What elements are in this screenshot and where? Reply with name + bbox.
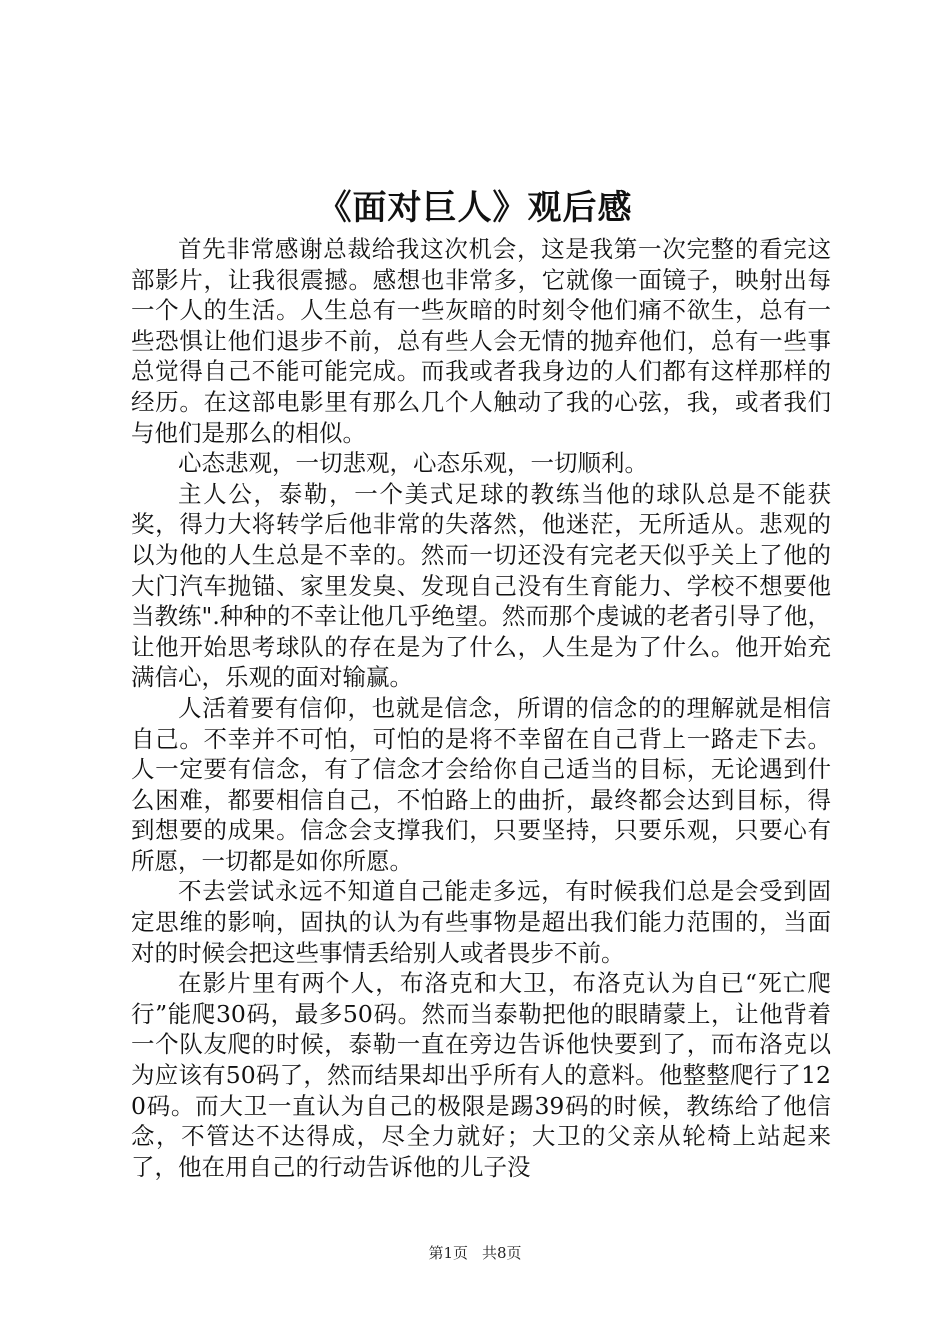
document-title: 《面对巨人》观后感 — [317, 188, 633, 228]
paragraph: 在影片里有两个人，布洛克和大卫，布洛克认为自已“死亡爬行”能爬30码，最多50码。然而当泰勒把他的眼睛蒙上，让他背着一个队友爬的时候，泰勒一直在旁边告诉他快要到了，而布洛克以为应该有50码了，然而结果却出乎所有人的意料。他整整爬行了120码。而大卫一直认为自己的极限是踢39码的时候，教练给了他信念，不管达不达得成，尽全力就好；大卫的父亲从轮椅上站起来了，他在用自己的行动告诉他的儿子没 — [131, 969, 831, 1181]
document-body — [131, 234, 831, 1184]
paragraph: 心态悲观，一切悲观，心态乐观，一切顺利。 — [178, 449, 648, 478]
paragraph: 首先非常感谢总裁给我这次机会，这是我第一次完整的看完这部影片，让我很震撼。感想也非常多，它就像一面镜子，映射出每一个人的生活。人生总有一些灰暗的时刻令他们痛不欲生，总有一些恐惧让他们退步不前，总有些人会无情的抛弃他们，总有一些事总觉得自己不能可能完成。而我或者我身边的人们都有这样那样的经历。在这部电影里有那么几个人触动了我的心弦，我，或者我们与他们是那么的相似。 — [131, 235, 831, 447]
page-number: 第1页 — [428, 1244, 468, 1262]
paragraph: 主人公，泰勒，一个美式足球的教练当他的球队总是不能获奖，得力大将转学后他非常的失落然，他迷茫，无所适从。悲观的以为他的人生总是不幸的。然而一切还没有完老天似乎关上了他的大门汽车抛锚、家里发臭、发现自己没有生育能力、学校不想要他当教练".种种的不幸让他几乎绝望。然而那个虔诚的老者引导了他，让他开始思考球队的存在是为了什么，人生是为了什么。他开始充满信心，乐观的面对输赢。 — [131, 479, 831, 692]
page-total: 共8页 — [482, 1244, 522, 1262]
paragraph: 人活着要有信仰，也就是信念，所谓的信念的的理解就是相信自己。不幸并不可怕，可怕的是将不幸留在自己背上一路走下去。人一定要有信念，有了信念才会给你自己适当的目标，无论遇到什么困难，都要相信自己，不怕路上的曲折，最终都会达到目标，得到想要的成果。信念会支撑我们，只要坚持，只要乐观，只要心有所愿，一切都是如你所愿。 — [131, 693, 831, 875]
paragraph: 不去尝试永远不知道自己能走多远，有时候我们总是会受到固定思维的影响，固执的认为有些事物是超出我们能力范围的，当面对的时候会把这些事情丢给别人或者畏步不前。 — [131, 877, 831, 967]
page-footer — [0, 1242, 950, 1264]
